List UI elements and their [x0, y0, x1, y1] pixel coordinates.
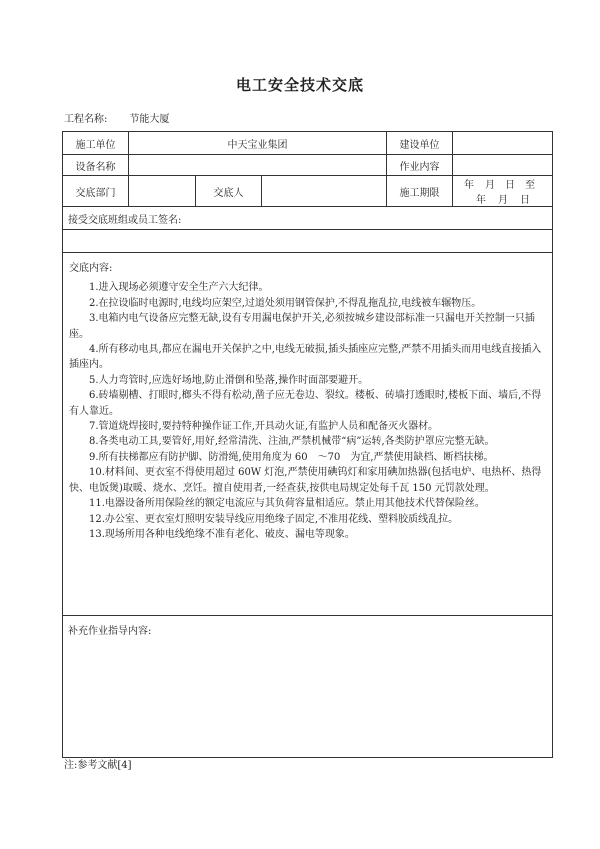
construction-unit-label: 施工单位	[63, 132, 129, 155]
equipment-name-value[interactable]	[129, 155, 387, 176]
content-item-5: 5.人力弯管时,应选好场地,防止滑倒和坠落,操作时面部要避开。	[89, 374, 369, 386]
project-name-label: 工程名称:	[64, 114, 108, 125]
period-to: 至	[525, 180, 535, 191]
construction-unit-value[interactable]: 中天宝业集团	[129, 132, 387, 155]
project-name-value: 节能大厦	[129, 114, 170, 125]
content-item-2: 2.在拉设临时电源时,电线均应架空,过道处须用钢管保护,不得乱拖乱拉,电线被车辗物压。	[89, 297, 482, 309]
supplement-section[interactable]	[63, 616, 553, 758]
handover-dept-label: 交底部门	[63, 176, 129, 207]
content-item-7: 7.管道烧焊接时,要持特种操作证工作,开具动火证,有监护人员和配备灭火器材。	[89, 421, 439, 433]
period-day-2: 日	[520, 195, 530, 206]
build-unit-value[interactable]	[453, 132, 553, 155]
work-content-label: 作业内容	[387, 155, 453, 176]
work-content-value[interactable]	[453, 155, 553, 176]
content-item-8: 8.各类电动工具,要管好,用好,经常清洗、注油,严禁机械带“病”运转,各类防护罩应完整无缺。	[89, 436, 495, 448]
content-item-10: 10.材料间、更衣室不得使用超过 60W 灯泡,严禁使用碘钨灯和家用碘加热器(包括电炉、电热杯、热得快、电饭煲)取暖、烧水、烹饪。擅自使用者,一经查获,按供电局规定处每千瓦 150 元罚款处理。	[69, 467, 542, 494]
handover-dept-value[interactable]	[129, 176, 196, 207]
content-item-12: 12.办公室、更衣室灯照明安装导线应用绝缘子固定,不准用花线、塑料胶质线乱拉。	[89, 513, 459, 525]
construction-period-label: 施工期限	[387, 176, 453, 207]
build-unit-label: 建设单位	[387, 132, 453, 155]
period-year-1: 年	[464, 180, 474, 191]
period-month-2: 月	[498, 195, 508, 206]
content-item-1: 1.进入现场必须遵守安全生产六大纪律。	[89, 282, 269, 294]
signature-blank-row[interactable]	[63, 230, 553, 253]
content-item-6: 6.砖墙剔槽、打眼时,榔头不得有松动,凿子应无卷边、裂纹。楼板、砖墙打透眼时,楼板下面、墙后,不得有人靠近。	[69, 390, 542, 417]
handover-content	[63, 253, 553, 616]
period-year-2: 年	[476, 195, 486, 206]
period-month-1: 月	[485, 180, 495, 191]
supplement-label: 补充作业指导内容:	[68, 626, 152, 637]
handover-form	[62, 131, 553, 758]
equipment-name-label: 设备名称	[63, 155, 129, 176]
period-day-1: 日	[505, 180, 515, 191]
project-name-row	[64, 110, 169, 125]
content-heading: 交底内容:	[69, 263, 113, 274]
handover-person-label: 交底人	[196, 176, 262, 207]
construction-period-value[interactable]	[453, 176, 553, 207]
content-item-11: 11.电器设备所用保险丝的额定电流应与其负荷容量相适应。禁止用其他技术代替保险丝。	[89, 498, 485, 510]
handover-person-value[interactable]	[262, 176, 387, 207]
document-title: 电工安全技术交底	[235, 76, 364, 94]
content-item-9: 9.所有扶梯都应有防护脚、防滑绳,使用角度为 60 ～70 为宜,严禁使用缺档、断档扶梯。	[89, 451, 494, 463]
signature-label: 接受交底班组或员工签名:	[68, 214, 182, 226]
content-item-4: 4.所有移动电具,都应在漏电开关保护之中,电线无破损,插头插座应完整,严禁不用插头而用电线直接插入插座内。	[69, 344, 542, 371]
content-item-3: 3.电箱内电气设备应完整无缺,设有专用漏电保护开关,必须按城乡建设部标准一只漏电开关控制一只插座。	[69, 313, 535, 340]
signature-row[interactable]	[63, 207, 553, 230]
reference-note: 注:参考文献[4]	[64, 760, 132, 771]
content-item-13: 13.现场所用各种电线绝缘不准有老化、破皮、漏电等现象。	[89, 528, 355, 540]
